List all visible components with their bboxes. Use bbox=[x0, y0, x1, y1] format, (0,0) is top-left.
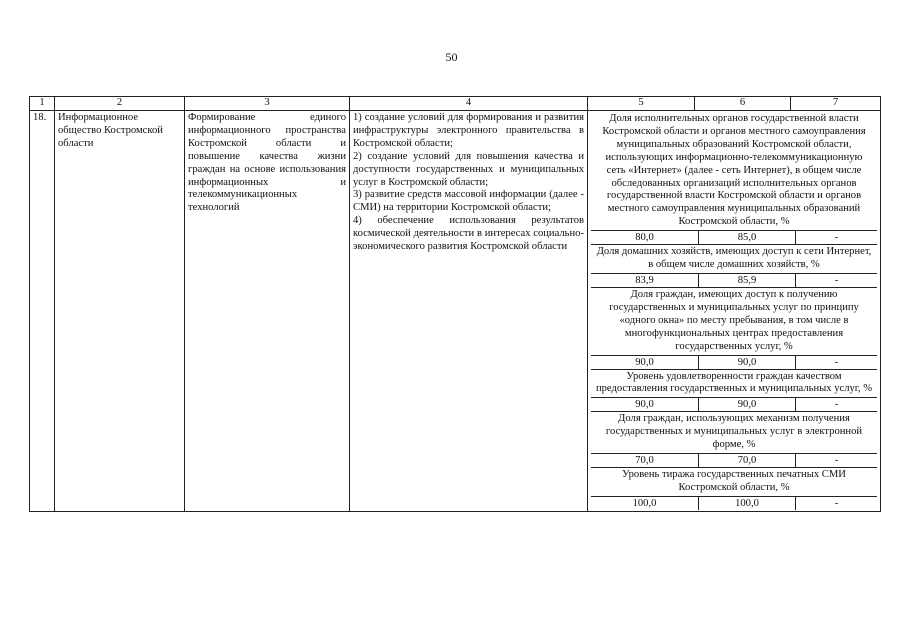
header-row bbox=[30, 97, 881, 111]
header-col-2: 2 bbox=[55, 97, 185, 111]
indicator-title: Уровень удовлетворенности граждан качеством предоставления государственных и муниципальных услуг, % bbox=[591, 370, 877, 399]
indicator-value-col6: 70,0 bbox=[699, 454, 796, 467]
page-number: 50 bbox=[445, 50, 458, 64]
indicators-cell bbox=[588, 111, 881, 512]
indicator-value-col6: 90,0 bbox=[699, 356, 796, 369]
program-tasks bbox=[350, 111, 588, 512]
indicator-value-col6: 90,0 bbox=[699, 398, 796, 411]
program-name: Информационное общество Костромской области bbox=[55, 111, 185, 512]
header-col-1: 1 bbox=[30, 97, 55, 111]
task-item: 3) развитие средств массовой информации (далее - СМИ) на территории Костромской области; bbox=[353, 189, 584, 214]
task-item: 1) создание условий для формирования и развития инфраструктуры электронного правительства в Костромской области; bbox=[353, 112, 584, 149]
program-goal: Формирование единого информационного пространства Костромской области и повышение качества жизни граждан на основе использования информационных и телекоммуникационных технологий bbox=[185, 111, 350, 512]
indicator-value-col6: 85,9 bbox=[699, 274, 796, 287]
indicator-value-col5: 90,0 bbox=[591, 398, 699, 411]
row-number: 18. bbox=[30, 111, 55, 512]
indicator-title: Уровень тиража государственных печатных СМИ Костромской области, % bbox=[591, 468, 877, 497]
indicator-value-col7: - bbox=[834, 356, 839, 368]
task-item: 2) создание условий для повышения качества и доступности государственных и муниципальных услуг в Костромской области; bbox=[353, 150, 584, 188]
indicator-values bbox=[591, 231, 877, 245]
indicator-value-col7: - bbox=[834, 274, 839, 286]
indicator-value-col7: - bbox=[834, 455, 839, 467]
indicator-title: Доля домашних хозяйств, имеющих доступ к сети Интернет, в общем числе домашних хозяйств, % bbox=[591, 245, 877, 274]
indicator-value-col6: 85,0 bbox=[699, 231, 796, 244]
indicator-value-col5: 90,0 bbox=[591, 356, 699, 369]
task-item: 4) обеспечение использования результатов космической деятельности в интересах социально-экономического развития Костромской области bbox=[353, 215, 584, 253]
indicator-title: Доля исполнительных органов государственной власти Костромской области и органов местного самоуправления муниципальных образований Костромской области, использующих информационно-телекоммуникационную сеть «Интернет» (далее - сеть Интернет), в общем числе обследованных организаций исполнительных органов государственной власти Костромской области и органов местного самоуправления муниципальных образований Костромской области, % bbox=[591, 112, 877, 231]
program-table bbox=[29, 96, 881, 512]
indicator-values bbox=[591, 398, 877, 412]
indicator-value-col6: 100,0 bbox=[699, 497, 796, 510]
indicator-values bbox=[591, 497, 877, 510]
header-col-7: 7 bbox=[791, 97, 881, 111]
indicator-value-col5: 80,0 bbox=[591, 231, 699, 244]
indicator-value-col7: - bbox=[834, 232, 839, 244]
header-col-5: 5 bbox=[588, 97, 695, 111]
indicator-values bbox=[591, 454, 877, 468]
indicator-title: Доля граждан, имеющих доступ к получению государственных и муниципальных услуг по принципу «одного окна» по месту пребывания, в том числе в многофункциональных центрах предоставления государственных услуг, % bbox=[591, 288, 877, 356]
indicator-values bbox=[591, 274, 877, 288]
indicator-value-col5: 83,9 bbox=[591, 274, 699, 287]
indicator-value-col5: 70,0 bbox=[591, 454, 699, 467]
table-row bbox=[30, 111, 881, 512]
indicator-title: Доля граждан, использующих механизм получения государственных и муниципальных услуг в электронной форме, % bbox=[591, 412, 877, 454]
header-col-3: 3 bbox=[185, 97, 350, 111]
indicator-value-col7: - bbox=[834, 399, 839, 411]
indicator-values bbox=[591, 356, 877, 370]
indicator-value-col5: 100,0 bbox=[591, 497, 699, 510]
header-col-6: 6 bbox=[695, 97, 791, 111]
indicator-value-col7: - bbox=[834, 497, 839, 509]
header-col-4: 4 bbox=[350, 97, 588, 111]
